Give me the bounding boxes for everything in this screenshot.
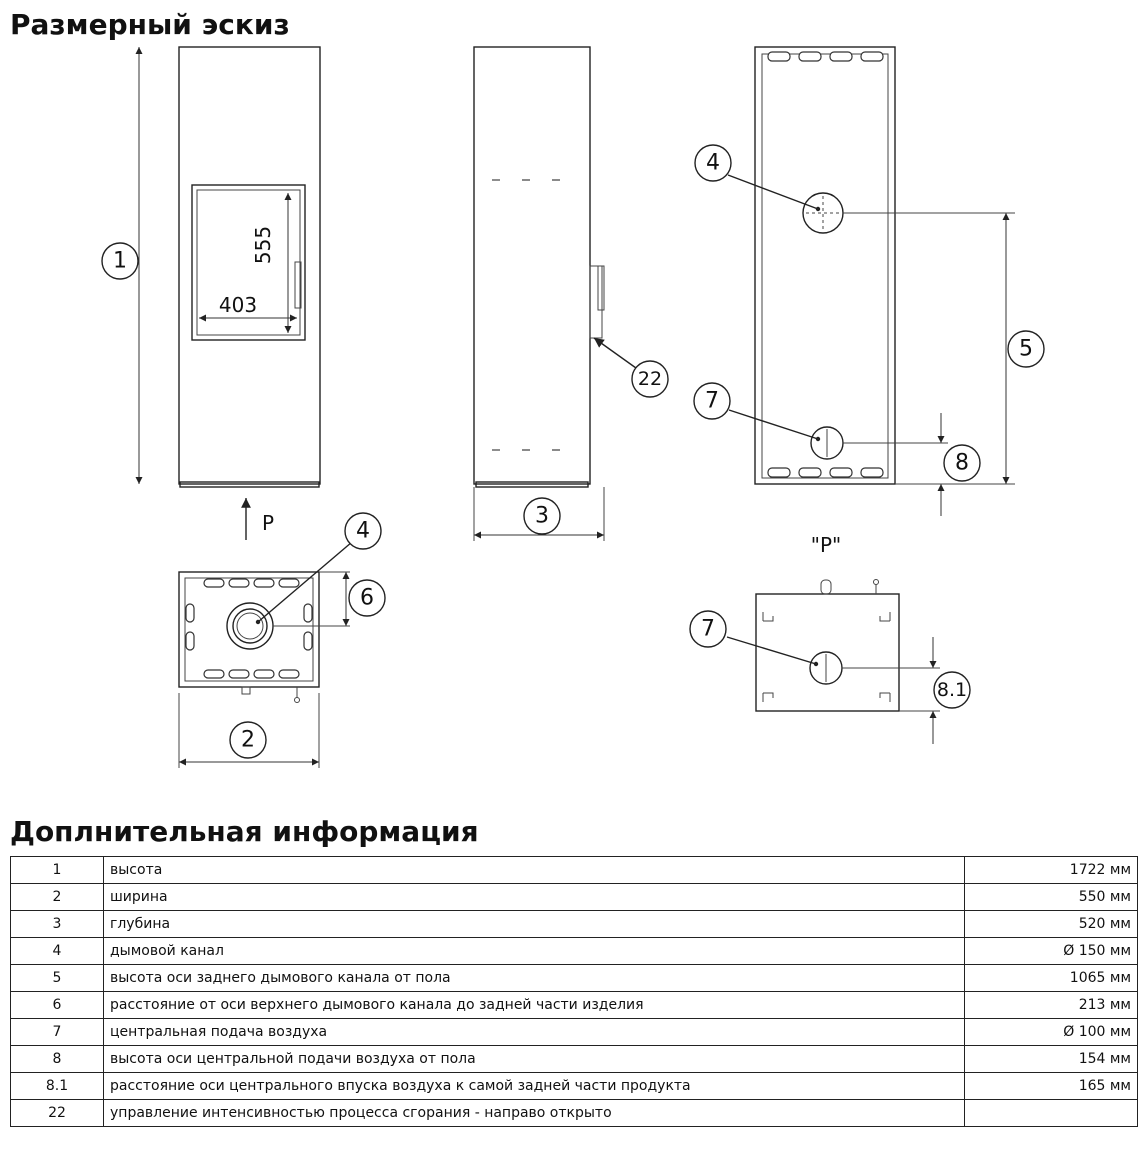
view-arrow-label: P [262, 511, 275, 535]
back-view [694, 47, 1044, 516]
air-control-lever [590, 266, 602, 338]
side-body-outline [474, 47, 590, 484]
callout-1: 1 [113, 248, 127, 274]
row-value: Ø 150 мм [965, 938, 1138, 965]
row-value [965, 1100, 1138, 1127]
callout-4-top: 4 [356, 518, 370, 544]
side-view [474, 47, 668, 541]
row-number: 22 [11, 1100, 104, 1127]
row-number: 7 [11, 1019, 104, 1046]
row-value: Ø 100 мм [965, 1019, 1138, 1046]
front-body-outline [179, 47, 320, 484]
callout-8: 8 [955, 450, 969, 476]
front-view [102, 47, 320, 540]
row-value: 1722 мм [965, 857, 1138, 884]
table-row [11, 857, 1138, 884]
table-row [11, 1019, 1138, 1046]
callout-3: 3 [535, 503, 549, 529]
row-value: 154 мм [965, 1046, 1138, 1073]
dimension-drawing [0, 40, 1147, 820]
top-view [179, 513, 385, 768]
row-description: управление интенсивностью процесса сгорания - направо открыто [104, 1100, 965, 1127]
specs-table [10, 856, 1138, 1127]
table-row [11, 884, 1138, 911]
table-row [11, 992, 1138, 1019]
bottom-view-p [690, 533, 970, 744]
row-value: 165 мм [965, 1073, 1138, 1100]
table-row [11, 938, 1138, 965]
row-number: 8 [11, 1046, 104, 1073]
table-row [11, 965, 1138, 992]
page-title: Размерный эскиз [10, 8, 290, 41]
row-description: высота [104, 857, 965, 884]
row-description: высота оси заднего дымового канала от пола [104, 965, 965, 992]
back-body-outline [755, 47, 895, 484]
row-description: расстояние от оси верхнего дымового канала до задней части изделия [104, 992, 965, 1019]
door-height-label: 555 [251, 225, 275, 265]
row-description: ширина [104, 884, 965, 911]
row-number: 2 [11, 884, 104, 911]
row-description: расстояние оси центрального впуска воздуха к самой задней части продукта [104, 1073, 965, 1100]
callout-6: 6 [360, 585, 374, 611]
callout-4-back: 4 [706, 150, 720, 176]
callout-8-1: 8.1 [936, 679, 968, 701]
table-row [11, 1073, 1138, 1100]
row-description: центральная подача воздуха [104, 1019, 965, 1046]
row-number: 4 [11, 938, 104, 965]
row-number: 1 [11, 857, 104, 884]
callout-7-bottom: 7 [701, 616, 715, 642]
section-title: Доплнительная информация [10, 815, 479, 848]
row-number: 5 [11, 965, 104, 992]
row-description: высота оси центральной подачи воздуха от пола [104, 1046, 965, 1073]
top-body-outline [179, 572, 319, 687]
door-width-label: 403 [218, 293, 258, 317]
callout-2: 2 [241, 727, 255, 753]
table-row [11, 1046, 1138, 1073]
callout-7-back: 7 [705, 388, 719, 414]
table-row [11, 1100, 1138, 1127]
table-row [11, 911, 1138, 938]
row-value: 550 мм [965, 884, 1138, 911]
row-number: 3 [11, 911, 104, 938]
row-description: глубина [104, 911, 965, 938]
view-p-label: "P" [810, 533, 842, 557]
row-number: 6 [11, 992, 104, 1019]
row-value: 520 мм [965, 911, 1138, 938]
row-value: 213 мм [965, 992, 1138, 1019]
callout-22: 22 [637, 368, 663, 390]
row-description: дымовой канал [104, 938, 965, 965]
row-value: 1065 мм [965, 965, 1138, 992]
flue-outlet-top [227, 603, 273, 649]
row-number: 8.1 [11, 1073, 104, 1100]
callout-5: 5 [1019, 336, 1033, 362]
